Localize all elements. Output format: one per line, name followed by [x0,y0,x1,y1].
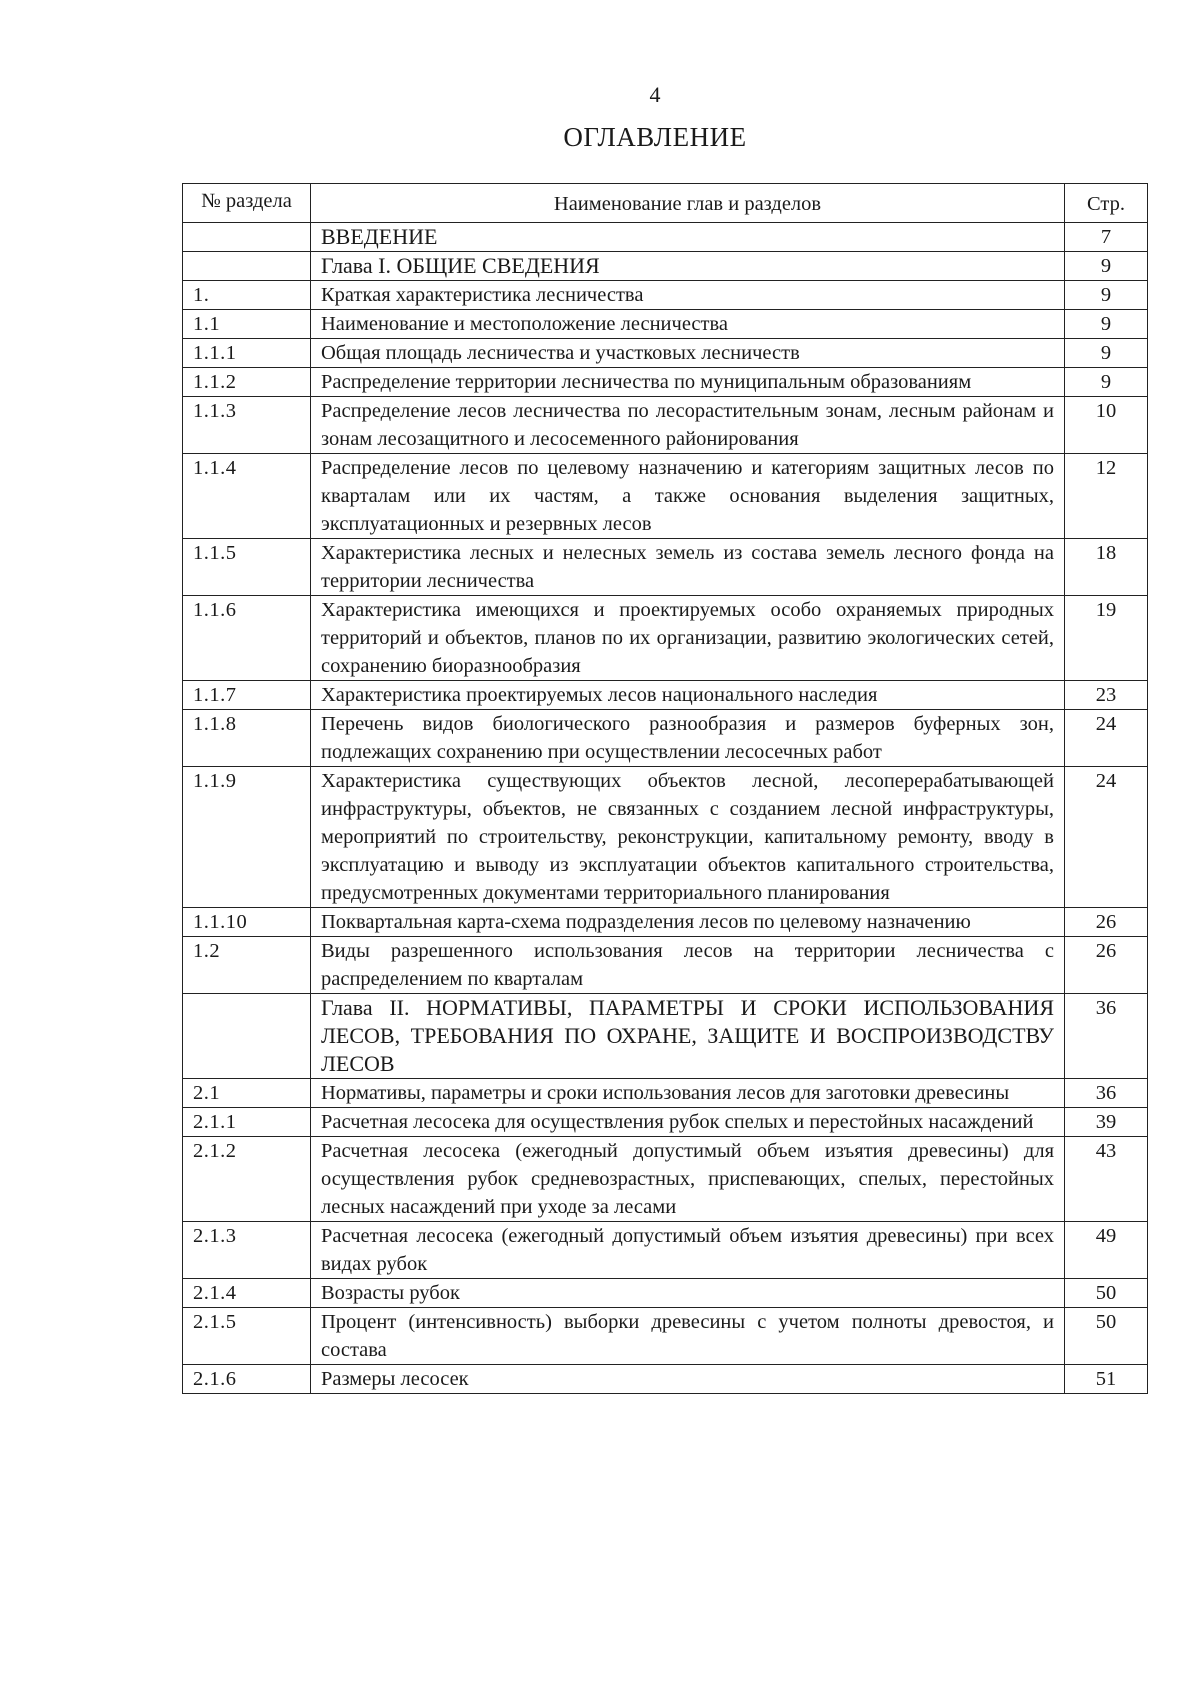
section-title: Характеристика имеющихся и проектируемых особо охраняемых природных территорий и объектов, планов по их организации, развитию экологических сетей, сохранению биоразнообразия [311,596,1065,681]
toc-row [183,1108,1148,1137]
toc-row [183,994,1148,1079]
section-page: 36 [1065,994,1148,1079]
section-page: 12 [1065,454,1148,539]
toc-row [183,339,1148,368]
toc-row [183,767,1148,908]
toc-row [183,1365,1148,1394]
toc-row [183,1137,1148,1222]
section-page: 49 [1065,1222,1148,1279]
section-page: 26 [1065,908,1148,937]
section-page: 23 [1065,681,1148,710]
section-title: ВВЕДЕНИЕ [311,223,1065,252]
section-page: 36 [1065,1079,1148,1108]
toc-row [183,281,1148,310]
section-page: 9 [1065,252,1148,281]
toc-row [183,397,1148,454]
header-page: Стр. [1065,184,1148,223]
toc-row [183,710,1148,767]
section-number [183,994,311,1079]
section-page: 9 [1065,368,1148,397]
section-page: 7 [1065,223,1148,252]
section-title: Глава II. НОРМАТИВЫ, ПАРАМЕТРЫ И СРОКИ ИСПОЛЬЗОВАНИЯ ЛЕСОВ, ТРЕБОВАНИЯ ПО ОХРАНЕ, ЗАЩИТЕ И ВОСПРОИЗВОДСТВУ ЛЕСОВ [311,994,1065,1079]
section-title: Поквартальная карта-схема подразделения лесов по целевому назначению [311,908,1065,937]
section-number: 2.1.5 [183,1308,311,1365]
section-page: 19 [1065,596,1148,681]
section-number: 2.1.6 [183,1365,311,1394]
section-title: Краткая характеристика лесничества [311,281,1065,310]
section-title: Характеристика существующих объектов лесной, лесоперерабатывающей инфраструктуры, объектов, не связанных с созданием лесной инфраструктуры, мероприятий по строительству, реконструкции, капитальному ремонту, вводу в эксплуатацию и выводу из эксплуатации объектов капитального строительства, предусмотренных документами территориального планирования [311,767,1065,908]
section-title: Характеристика проектируемых лесов национального наследия [311,681,1065,710]
toc-row [183,596,1148,681]
section-title: Расчетная лесосека (ежегодный допустимый объем изъятия древесины) для осуществления рубок средневозрастных, приспевающих, спелых, перестойных лесных насаждений при уходе за лесами [311,1137,1065,1222]
section-number: 1.1.2 [183,368,311,397]
section-page: 9 [1065,281,1148,310]
section-title: Нормативы, параметры и сроки использования лесов для заготовки древесины [311,1079,1065,1108]
toc-row [183,539,1148,596]
toc-row [183,1308,1148,1365]
page-number: 4 [649,82,661,107]
section-title: Распределение лесов лесничества по лесорастительным зонам, лесным районам и зонам лесозащитного и лесосеменного районирования [311,397,1065,454]
toc-row [183,1222,1148,1279]
header-section-title: Наименование глав и разделов [311,184,1065,223]
section-number: 2.1.1 [183,1108,311,1137]
toc-row [183,310,1148,339]
section-number: 1. [183,281,311,310]
section-page: 18 [1065,539,1148,596]
section-title: Перечень видов биологического разнообразия и размеров буферных зон, подлежащих сохранению при осуществлении лесосечных работ [311,710,1065,767]
section-number: 1.1.6 [183,596,311,681]
section-title: Виды разрешенного использования лесов на территории лесничества с распределением по кварталам [311,937,1065,994]
section-number: 1.1.9 [183,767,311,908]
toc-row [183,908,1148,937]
section-page: 9 [1065,339,1148,368]
section-title: Расчетная лесосека (ежегодный допустимый объем изъятия древесины) при всех видах рубок [311,1222,1065,1279]
section-number: 1.1.4 [183,454,311,539]
section-title: Расчетная лесосека для осуществления рубок спелых и перестойных насаждений [311,1108,1065,1137]
section-number: 1.1.7 [183,681,311,710]
section-title: Наименование и местоположение лесничества [311,310,1065,339]
header-section-number: № раздела [183,184,311,223]
section-number: 1.1.8 [183,710,311,767]
toc-row [183,368,1148,397]
section-title: Общая площадь лесничества и участковых лесничеств [311,339,1065,368]
section-title: Размеры лесосек [311,1365,1065,1394]
section-title: Распределение лесов по целевому назначению и категориям защитных лесов по кварталам или их частям, а также основания выделения защитных, эксплуатационных и резервных лесов [311,454,1065,539]
toc-row [183,252,1148,281]
toc-table [182,183,1148,1394]
toc-row [183,223,1148,252]
section-title: Возрасты рубок [311,1279,1065,1308]
section-number: 1.1 [183,310,311,339]
toc-body [183,223,1148,1394]
section-page: 24 [1065,767,1148,908]
toc-row [183,1079,1148,1108]
section-page: 51 [1065,1365,1148,1394]
section-number [183,252,311,281]
section-number: 1.1.10 [183,908,311,937]
section-number: 2.1.3 [183,1222,311,1279]
section-number [183,223,311,252]
section-page: 26 [1065,937,1148,994]
section-number: 1.1.1 [183,339,311,368]
section-page: 43 [1065,1137,1148,1222]
toc-row [183,454,1148,539]
section-page: 10 [1065,397,1148,454]
page-title: ОГЛАВЛЕНИЕ [563,122,747,152]
section-number: 2.1.2 [183,1137,311,1222]
section-page: 50 [1065,1279,1148,1308]
toc-row [183,937,1148,994]
section-title: Распределение территории лесничества по муниципальным образованиям [311,368,1065,397]
section-number: 1.1.3 [183,397,311,454]
section-number: 2.1 [183,1079,311,1108]
section-page: 50 [1065,1308,1148,1365]
toc-row [183,1279,1148,1308]
section-title: Глава I. ОБЩИЕ СВЕДЕНИЯ [311,252,1065,281]
section-number: 2.1.4 [183,1279,311,1308]
section-number: 1.1.5 [183,539,311,596]
section-number: 1.2 [183,937,311,994]
toc-header-row [183,184,1148,223]
section-title: Характеристика лесных и нелесных земель из состава земель лесного фонда на территории лесничества [311,539,1065,596]
section-page: 9 [1065,310,1148,339]
section-page: 39 [1065,1108,1148,1137]
section-page: 24 [1065,710,1148,767]
toc-row [183,681,1148,710]
section-title: Процент (интенсивность) выборки древесины с учетом полноты древостоя, и состава [311,1308,1065,1365]
